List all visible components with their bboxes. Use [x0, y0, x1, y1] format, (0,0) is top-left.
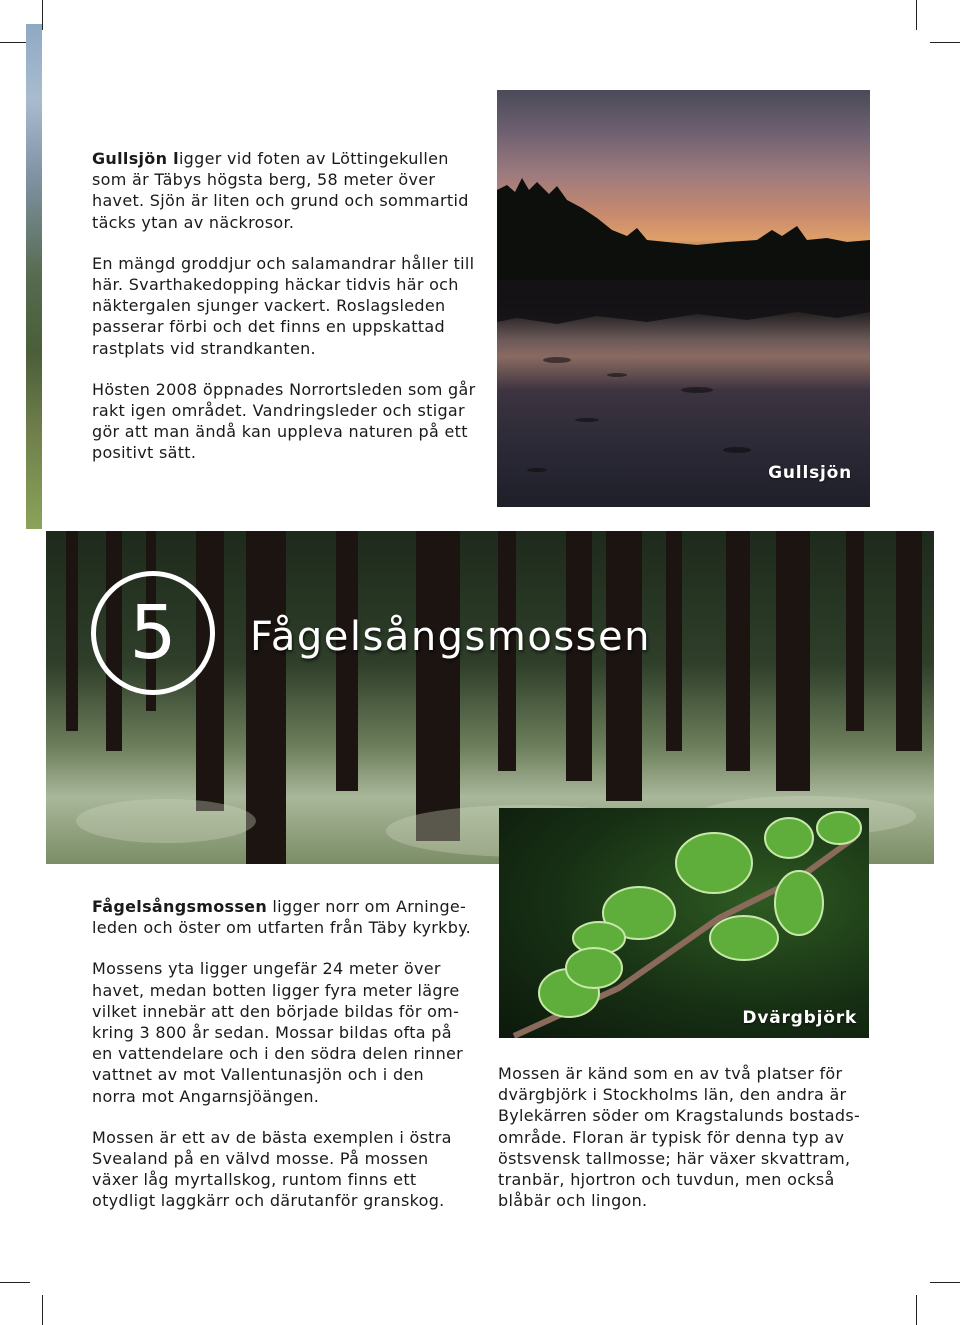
body-left-paragraph-1 [92, 896, 472, 938]
body-right-text [498, 1063, 870, 1231]
section-title: Fågelsångsmossen [250, 614, 651, 660]
intro-text-1: igger vid foten av Löttingekullen som är Täbys högsta berg, 58 meter över havet. Sjön är liten och grund och sommartid täcks ytan av näckrosor. [92, 149, 469, 232]
dvargbjork-photo [499, 808, 869, 1038]
intro-paragraph-2: En mängd groddjur och salamandrar håller till här. Svarthakedopping häckar tidvis här och näktergalen sjunger vackert. Roslagsleden passerar förbi och det finns en uppskattad rastplats vid strandkanten. [92, 253, 475, 358]
dvargbjork-caption: Dvärgbjörk [742, 1008, 857, 1028]
section-number: 5 [129, 590, 177, 676]
intro-text [92, 148, 482, 484]
section-number-badge [91, 571, 215, 695]
body-left-text [92, 896, 472, 1232]
body-right-paragraph-1: Mossen är känd som en av två platser för dvärgbjörk i Stockholms län, den andra är Bylekärren söder om Kragstalunds bostads-område. Floran är typisk för denna typ av östsvensk tallmosse; här växer skvattram, tranbär, hjortron och tuvdun, men också blåbär och lingon. [498, 1064, 861, 1211]
body-left-paragraph-2: Mossens yta ligger ungefär 24 meter över havet, medan botten ligger fyra meter lägre vilket innebär att den började bildas för om-kring 3 800 år sedan. Mossar bildas ofta på en vattendelare och i den södra delen rinner vattnet av mot Vallentunasjön och i den norra mot Angarnsjöängen. [92, 959, 464, 1106]
body-left-lead: Fågelsångsmossen [92, 897, 268, 916]
intro-paragraph-3: Hösten 2008 öppnades Norrortsleden som går rakt igen området. Vandringsleder och stigar gör att man ändå kan uppleva naturen på ett positivt sätt. [92, 379, 476, 463]
gullsjon-caption: Gullsjön [768, 463, 852, 483]
birch-leaves [499, 808, 869, 1038]
intro-lead: Gullsjön l [92, 149, 179, 168]
body-left-paragraph-3: Mossen är ett av de bästa exemplen i östra Svealand på en välvd mosse. På mossen växer låg myrtallskog, runtom finns ett otydligt laggkärr och därutanför granskog. [92, 1127, 452, 1211]
gullsjon-photo [497, 90, 870, 507]
previous-page-photo-strip [26, 24, 42, 529]
intro-paragraph-1 [92, 148, 482, 233]
body-left-text-1: ligger norr om Arninge-leden och öster om utfarten från Täby kyrkby. [92, 897, 472, 938]
treeline-silhouette [497, 90, 870, 507]
